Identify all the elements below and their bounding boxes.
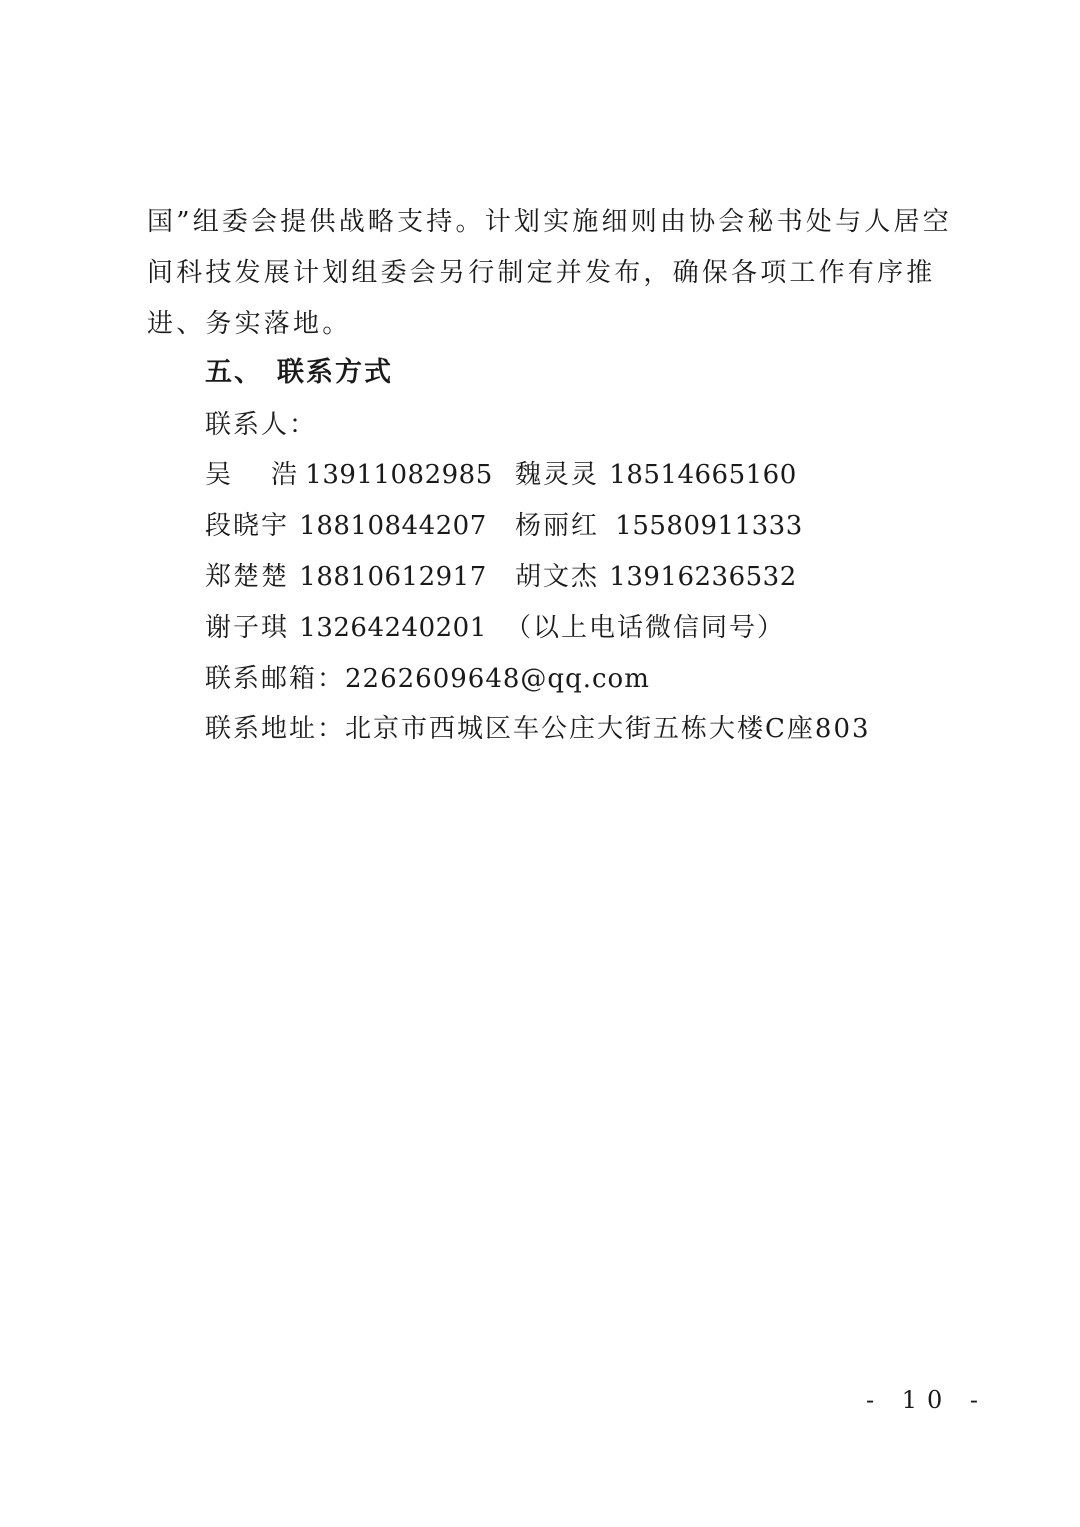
contact-phone: 13911082985: [305, 460, 493, 490]
email-label: 联系邮箱：: [205, 664, 346, 694]
contact-name-last: 浩: [271, 460, 298, 490]
contact-phone: 18810844207: [299, 511, 487, 541]
contact-phone: 18514665160: [609, 460, 797, 490]
contact-name: 段晓宇: [205, 511, 290, 541]
paragraph-line-2: 间科技发展计划组委会另行制定并发布，确保各项工作有序推: [147, 258, 936, 288]
contact-row-3-left: [205, 560, 487, 594]
contact-name-first: 吴: [205, 460, 232, 490]
contact-phone: 18810612917: [299, 562, 487, 592]
contact-phone: 15580911333: [615, 511, 803, 541]
email-line: [205, 662, 650, 696]
contact-row-1-right: [515, 458, 797, 492]
paragraph-line-3: 进、务实落地。: [147, 309, 352, 339]
contact-name: 杨丽红: [515, 511, 600, 541]
address-line: [205, 712, 871, 746]
contact-row-1-left: [205, 458, 493, 492]
contact-row-4-left: [205, 611, 487, 645]
contact-phone: 13264240201: [299, 613, 487, 643]
section-heading: [205, 356, 393, 390]
contact-name: 胡文杰: [515, 562, 600, 592]
contacts-label: 联系人：: [205, 410, 318, 440]
contact-row-3-right: [515, 560, 797, 594]
contact-name: 谢子琪: [205, 613, 290, 643]
contact-phone: 13916236532: [609, 562, 797, 592]
contact-note: （以上电话微信同号）: [505, 613, 786, 643]
section-number: 五、: [205, 357, 263, 388]
page-number: - 10 -: [866, 1386, 989, 1414]
address-label: 联系地址：: [205, 714, 346, 744]
section-title: 联系方式: [277, 357, 393, 388]
contact-row-2-right: [515, 509, 803, 543]
contact-name: 魏灵灵: [515, 460, 600, 490]
contact-name: 郑楚楚: [205, 562, 290, 592]
address-value: 北京市西城区车公庄大街五栋大楼C座803: [345, 714, 871, 744]
paragraph-line-1: 国”组委会提供战略支持。计划实施细则由协会秘书处与人居空: [147, 207, 952, 237]
email-value: 2262609648@qq.com: [345, 664, 650, 694]
contact-row-2-left: [205, 509, 487, 543]
